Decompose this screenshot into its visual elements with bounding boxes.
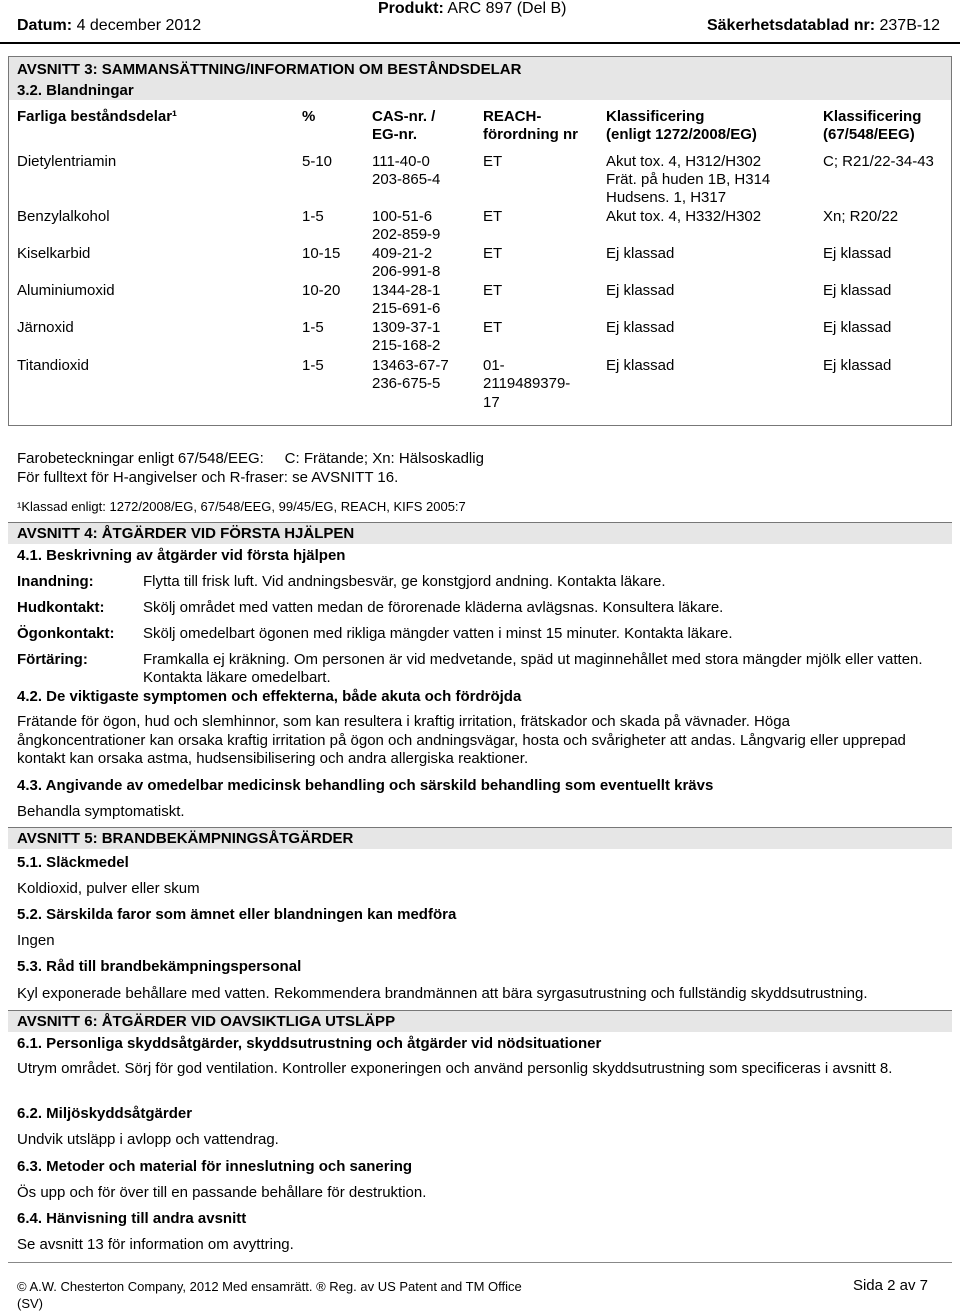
section6-title: AVSNITT 6: ÅTGÄRDER VID OAVSIKTLIGA UTSLÄPP [17, 1013, 396, 1030]
first-aid-text: Framkalla ej kräkning. Om personen är vid medvetande, späd ut maginnehållet med stora mängder mjölk eller vatten. Kontakta läkare omedelbart. [143, 651, 923, 686]
section6-3-text: Ös upp och för över till en passande behållare för destruktion. [17, 1184, 427, 1201]
section4-2-text: Frätande för ögon, hud och slemhinnor, som kan resultera i kraftig irritation, frätskador och skada på vävnader. Höga ångkoncentrationer kan orsaka kraftig irritation på ögon och andningsvägar, hosta och svårigheter att andas. Långvarig eller upprepad kontakt kan orsaka astma, hudsensibilisering och andra allergiska reaktioner. [17, 713, 906, 767]
section4-title: AVSNITT 4: ÅTGÄRDER VID FÖRSTA HJÄLPEN [17, 525, 355, 542]
first-aid-label: Hudkontakt: [17, 599, 105, 616]
table-row-cas: 409-21-2 [372, 245, 433, 262]
table-row-klass2: C; R21/22-34-43 [823, 153, 934, 170]
col-cas-header-1: CAS-nr. / [372, 108, 436, 125]
col-name-header: Farliga beståndsdelar¹ [17, 108, 178, 125]
table-row-cas: 100-51-6 [372, 208, 433, 225]
section3-title: AVSNITT 3: SAMMANSÄTTNING/INFORMATION OM BESTÅNDSDELAR [17, 61, 522, 78]
copyright-text: © A.W. Chesterton Company, 2012 Med ensamrätt. ® Reg. av US Patent and TM Office [17, 1279, 522, 1294]
table-row-eg: 236-675-5 [372, 375, 441, 392]
table-row-reach-c: 17 [483, 394, 500, 411]
fulltext-note: För fulltext för H-angivelser och R-fraser: se AVSNITT 16. [17, 469, 399, 486]
table-row-eg: 203-865-4 [372, 171, 441, 188]
table-row-name: Dietylentriamin [17, 153, 117, 170]
section4-3-text: Behandla symptomatiskt. [17, 803, 185, 820]
section5-2-text: Ingen [17, 932, 55, 949]
section6-2-text: Undvik utsläpp i avlopp och vattendrag. [17, 1131, 279, 1148]
section6-heading [8, 1010, 952, 1032]
section5-3-heading: 5.3. Råd till brandbekämpningspersonal [17, 958, 302, 975]
table-row-klass1: Akut tox. 4, H332/H302 [606, 208, 762, 225]
section5-3-text: Kyl exponerade behållare med vatten. Rekommendera brandmännen att bära syrgasutrustning och fullständig skyddsutrustning. [17, 985, 868, 1002]
section5-title: AVSNITT 5: BRANDBEKÄMPNINGSÅTGÄRDER [17, 830, 354, 847]
section6-4-text: Se avsnitt 13 för information om avyttring. [17, 1236, 294, 1253]
table-row-eg: 206-991-8 [372, 263, 441, 280]
footer-copyright [17, 1278, 522, 1311]
table-row-pct: 10-15 [302, 245, 341, 262]
table-row-name: Järnoxid [17, 319, 74, 336]
page-header [0, 0, 960, 42]
table-row-reach: ET [483, 319, 503, 336]
header-divider [0, 42, 960, 44]
page-number: Sida 2 av 7 [852, 1277, 928, 1294]
table-row-cas: 1309-37-1 [372, 319, 441, 336]
footer-divider [8, 1262, 952, 1263]
table-row-klass1: Akut tox. 4, H312/H302 [606, 153, 762, 170]
table-row-reach: 01- [483, 357, 505, 374]
table-row-pct: 1-5 [302, 208, 324, 225]
table-row-klass2: Xn; R20/22 [823, 208, 899, 225]
table-row-reach: ET [483, 245, 503, 262]
table-row-klass2: Ej klassad [823, 245, 892, 262]
col-cas-header-2: EG-nr. [372, 126, 418, 143]
section5-heading [8, 827, 952, 849]
header-date: Datum: 4 december 2012 [17, 17, 202, 34]
table-row-klass1: Ej klassad [606, 282, 675, 299]
section4-3-heading: 4.3. Angivande av omedelbar medicinsk behandling och särskild behandling som eventuellt krävs [17, 777, 714, 794]
table-row-pct: 5-10 [302, 153, 333, 170]
first-aid-text: Flytta till frisk luft. Vid andningsbesvär, ge konstgjord andning. Kontakta läkare. [143, 573, 666, 590]
first-aid-label: Förtäring: [17, 651, 88, 668]
section6-3-heading: 6.3. Metoder och material för inneslutning och sanering [17, 1158, 413, 1175]
table-row-klass1-b: Frät. på huden 1B, H314 [606, 171, 771, 188]
table-row-klass1: Ej klassad [606, 319, 675, 336]
table-row-name: Titandioxid [17, 357, 89, 374]
table-row-pct: 1-5 [302, 357, 324, 374]
table-row-klass2: Ej klassad [823, 282, 892, 299]
section6-2-heading: 6.2. Miljöskyddsåtgärder [17, 1105, 193, 1122]
table-row-cas: 1344-28-1 [372, 282, 441, 299]
table-row-klass1: Ej klassad [606, 357, 675, 374]
table-row-reach: ET [483, 153, 503, 170]
table-row-cas: 13463-67-7 [372, 357, 449, 374]
table-row-eg: 215-168-2 [372, 337, 441, 354]
table-row-klass1-c: Hudsens. 1, H317 [606, 189, 727, 206]
section5-2-heading: 5.2. Särskilda faror som ämnet eller blandningen kan medföra [17, 906, 457, 923]
col-klass2-header-1: Klassificering [823, 108, 922, 125]
col-pct-header: % [302, 108, 316, 125]
language-code: (SV) [17, 1296, 43, 1311]
table-row-klass2: Ej klassad [823, 357, 892, 374]
table-row-reach: ET [483, 208, 503, 225]
table-row-klass1: Ej klassad [606, 245, 675, 262]
first-aid-label: Inandning: [17, 573, 94, 590]
first-aid-text: Skölj området med vatten medan de förorenade kläderna avlägsnas. Konsultera läkare. [143, 599, 724, 616]
header-product: Produkt: ARC 897 (Del B) [378, 0, 567, 17]
section3-subtitle: 3.2. Blandningar [17, 82, 134, 99]
table-row-pct: 10-20 [302, 282, 341, 299]
section4-heading [8, 522, 952, 544]
hazard-symbols-note: Farobeteckningar enligt 67/548/EEG: C: Frätande; Xn: Hälsoskadlig [17, 450, 484, 467]
first-aid-text: Skölj omedelbart ögonen med rikliga mängder vatten i minst 15 minuter. Kontakta läkare. [143, 625, 733, 642]
section4-1-heading: 4.1. Beskrivning av åtgärder vid första hjälpen [17, 547, 346, 564]
table-row-reach: ET [483, 282, 503, 299]
section6-4-heading: 6.4. Hänvisning till andra avsnitt [17, 1210, 247, 1227]
section5-1-text: Koldioxid, pulver eller skum [17, 880, 200, 897]
classification-note: ¹Klassad enligt: 1272/2008/EG, 67/548/EEG, 99/45/EG, REACH, KIFS 2005:7 [17, 499, 466, 514]
col-klass1-header-1: Klassificering [606, 108, 705, 125]
section6-1-heading: 6.1. Personliga skyddsåtgärder, skyddsutrustning och åtgärder vid nödsituationer [17, 1035, 602, 1052]
table-row-pct: 1-5 [302, 319, 324, 336]
table-row-name: Aluminiumoxid [17, 282, 115, 299]
section6-1-text: Utrym området. Sörj för god ventilation. Kontroller exponeringen och använd personlig skyddsutrustning som specificeras i avsnitt 8. [17, 1060, 893, 1077]
header-sds-number: Säkerhetsdatablad nr: 237B-12 [706, 17, 940, 34]
table-row-eg: 215-691-6 [372, 300, 441, 317]
first-aid-label: Ögonkontakt: [17, 625, 115, 642]
table-row-name: Benzylalkohol [17, 208, 110, 225]
table-row-eg: 202-859-9 [372, 226, 441, 243]
table-row-reach-b: 2119489379- [483, 375, 571, 392]
col-klass2-header-2: (67/548/EEG) [823, 126, 915, 143]
col-klass1-header-2: (enligt 1272/2008/EG) [606, 126, 757, 143]
section5-1-heading: 5.1. Släckmedel [17, 854, 129, 871]
table-row-klass2: Ej klassad [823, 319, 892, 336]
table-row-cas: 111-40-0 [372, 153, 430, 170]
section4-2-heading: 4.2. De viktigaste symptomen och effekterna, både akuta och fördröjda [17, 688, 522, 705]
col-reach-header-2: förordning nr [483, 126, 578, 143]
table-row-name: Kiselkarbid [17, 245, 91, 262]
col-reach-header-1: REACH- [483, 108, 542, 125]
